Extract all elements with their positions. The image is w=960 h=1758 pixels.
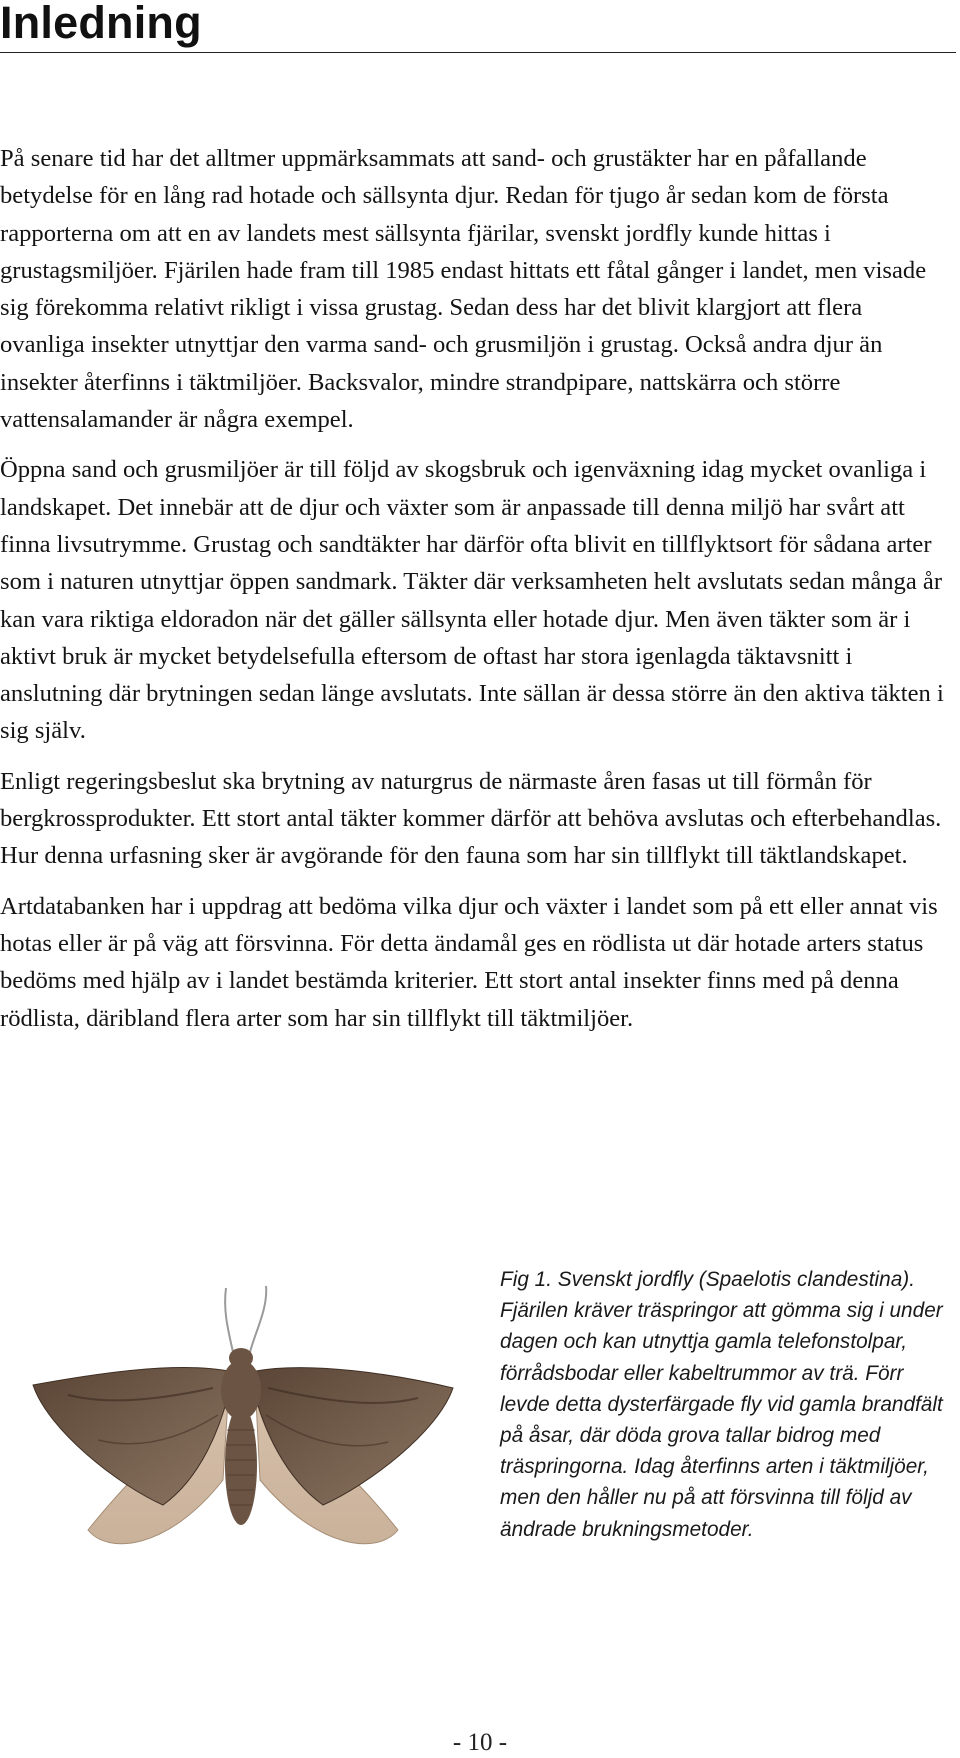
moth-head (229, 1348, 253, 1368)
page-number: - 10 - (452, 1729, 508, 1756)
antenna-left (225, 1288, 233, 1352)
paragraph: På senare tid har det alltmer uppmärksammats att sand- och grustäkter har en påfallande betydelse för en lång rad hotade och sällsynta djur. Redan för tjugo år sedan kom de första rapporterna om att en av landets mest sällsynta fjärilar, svenskt jordfly kunde hittas i grustagsmiljöer. Fjärilen hade fram till 1985 endast hittats ett fåtal gånger i landet, men visade sig förekomma relativt rikligt i vissa grustag. Sedan dess har det blivit klargjort att flera ovanliga insekter utnyttjar den varma sand- och grusmiljön i grustag. Också andra djur än insekter återfinns i täktmiljöer. Backsvalor, mindre strandpipare, nattskärra och större vattensalamander är några exempel. (0, 145, 927, 434)
antenna-right (250, 1286, 266, 1352)
paragraph: Enligt regeringsbeslut ska brytning av naturgrus de närmaste åren fasas ut till förmån för bergkrossprodukter. Ett stort antal täkter kommer därför att behöva avslutas och efterbehandlas. Hur denna urfasning sker är avgörande för den fauna som har sin tillflykt till täktlandskapet. (0, 767, 942, 870)
moth-icon (28, 1280, 468, 1580)
moth-abdomen (225, 1405, 257, 1525)
title-divider (0, 52, 956, 53)
figure-caption: Fig 1. Svenskt jordfly (Spaelotis clandestina). Fjärilen kräver träspringor att gömma sig i under dagen och kan utnyttja gamla telefonstolpar, förrådsbodar eller kabeltrummor av trä. Förr levde detta dysterfärgade fly vid gamla brandfält på åsar, där döda grova tallar bidrog med träspringorna. Idag återfinns arten i täktmiljöer, men den håller nu på att försvinna till följd av ändrade brukningsmetoder. (500, 1268, 943, 1541)
body-text (0, 140, 952, 1050)
moth-figure (28, 1280, 468, 1580)
page-title: Inledning (0, 0, 202, 48)
paragraph: Öppna sand och grusmiljöer är till följd av skogsbruk och igenväxning idag mycket ovanliga i landskapet. Det innebär att de djur och växter som är anpassade till denna miljö har svårt att finna livsutrymme. Grustag och sandtäkter har därför ofta blivit en tillflyktsort för sådana arter som i naturen utnyttjar öppen sandmark. Täkter där verksamheten helt avslutats sedan många år kan vara riktiga eldoradon när det gäller sällsynta eller hotade djur. Men även täkter som är i aktivt bruk är mycket betydelsefulla eftersom de oftast har stora igenlagda täktavsnitt i anslutning där brytningen sedan länge avslutats. Inte sällan är dessa större än den aktiva täkten i sig själv. (0, 456, 944, 745)
paragraph: Artdatabanken har i uppdrag att bedöma vilka djur och växter i landet som på ett eller annat vis hotas eller är på väg att försvinna. För detta ändamål ges en rödlista ut där hotade arters status bedöms med hjälp av i landet bestämda kriterier. Ett stort antal insekter finns med på denna rödlista, däribland flera arter som har sin tillflykt till täktmiljöer. (0, 892, 938, 1032)
